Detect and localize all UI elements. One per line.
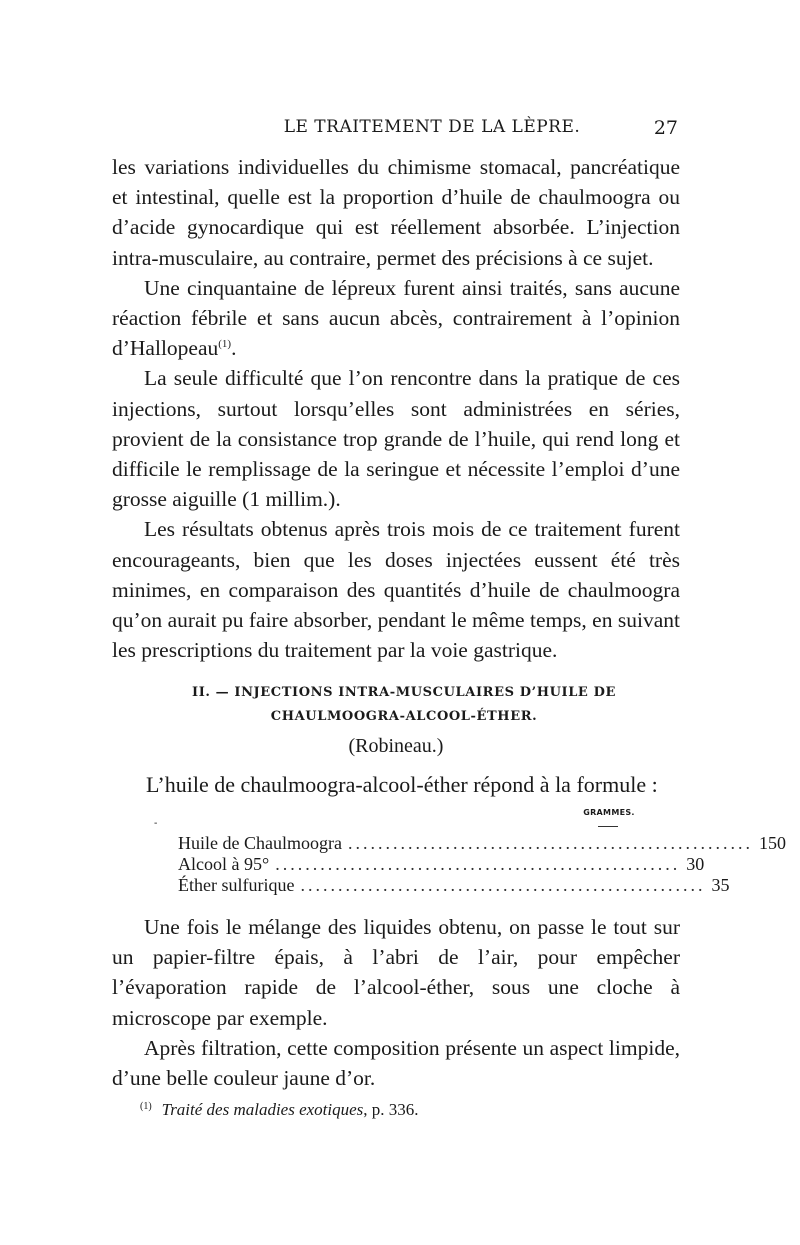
footnote-marker: (1): [140, 1101, 152, 1112]
body-text: [112, 152, 680, 665]
ingredient-qty: 30: [686, 854, 705, 874]
leader-dots: ......................................................: [300, 875, 706, 895]
ingredient-name: Alcool à 95°: [178, 854, 270, 874]
ingredient-name: Huile de Chaulmoogra: [178, 833, 342, 853]
page-number: 27: [653, 117, 678, 139]
formula-table: [178, 833, 786, 896]
footnote-ref[interactable]: (1): [218, 338, 232, 351]
formula-row: [178, 875, 730, 896]
running-head: [146, 117, 678, 147]
paragraph: La seule difficulté que l’on rencontre dans la pratique de ces injections, surtout lorsqu’elles sont administrées en séries, provient de la consistance trop grande de l’huile, qui rend long et difficile le remplissage de la seringue et nécessite l’emploi d’une grosse aiguille (1 millim.).: [112, 366, 680, 512]
running-title: LE TRAITEMENT DE LA LÈPRE.: [283, 117, 581, 137]
paragraph: [112, 273, 680, 364]
units-label: GRAMMES.: [583, 808, 635, 817]
paragraph: Une fois le mélange des liquides obtenu, on passe le tout sur un papier-filtre épais, à l’abri de l’air, pour empêcher l’évaporation rapide de l’alcool-éther, sous une cloche à microscope par exemple.: [112, 915, 680, 1030]
ingredient-name: Éther sulfurique: [178, 875, 295, 895]
formula-row: [178, 854, 705, 875]
ingredient-qty: 35: [711, 875, 730, 895]
leader-dots: ......................................................: [347, 833, 753, 853]
paragraph: Les résultats obtenus après trois mois de ce traitement furent encourageants, bien que les doses injectées eussent été très minimes, en comparaison des quantités d’huile de chaulmoogra qu’on aurait pu faire absorber, pendant le même temps, en suivant les prescriptions du traitement par la voie gastrique.: [112, 517, 680, 663]
body-text-continued: [112, 912, 680, 1093]
formula-row: [178, 833, 786, 854]
units-rule: [598, 826, 618, 827]
margin-tick: -: [154, 818, 158, 829]
paragraph-text: Une cinquantaine de lépreux furent ainsi traités, sans aucune réaction fébrile et sans aucun abcès, contrairement à l’opinion d’Hallopeau: [112, 275, 680, 361]
section-author: (Robineau.): [348, 735, 444, 757]
footnote-ref-text: , p. 336.: [363, 1100, 419, 1119]
footnote-title: Traité des maladies exotiques: [161, 1100, 364, 1119]
ingredient-qty: 150: [758, 833, 786, 853]
leader-dots: ......................................................: [275, 854, 681, 874]
formula-intro: L’huile de chaulmoogra-alcool-éther répond à la formule :: [146, 772, 658, 797]
footnote: [140, 1100, 680, 1120]
paragraph: Après filtration, cette composition présente un aspect limpide, d’une belle couleur jaune d’or.: [112, 1035, 680, 1091]
paragraph: les variations individuelles du chimisme stomacal, pancréatique et intestinal, quelle est la proportion d’huile de chaulmoogra ou d’acide gynocardique qui est réellement absorbée. L’injection intra-musculaire, au contraire, permet des précisions à ce sujet.: [112, 155, 680, 270]
section-heading: II. — INJECTIONS INTRA-MUSCULAIRES D’HUILE DE CHAULMOOGRA-ALCOOL-ÉTHER.: [192, 685, 616, 724]
paragraph-end: .: [231, 336, 237, 361]
